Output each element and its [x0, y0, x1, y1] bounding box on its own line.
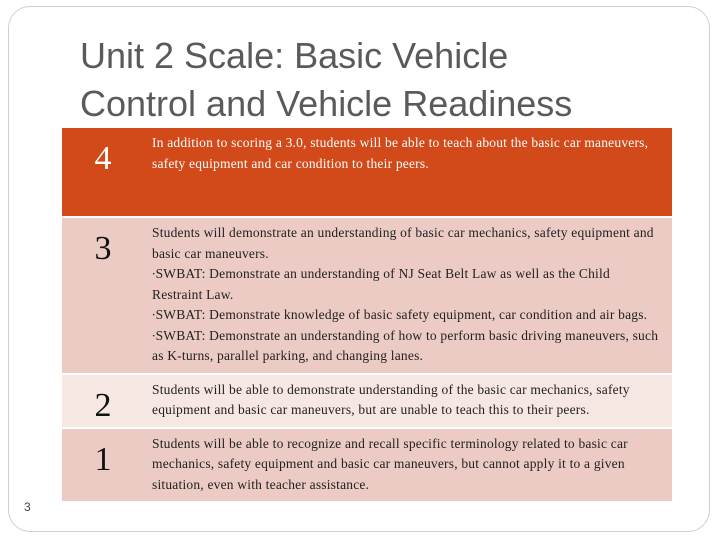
title-line-1: Unit 2 Scale: Basic Vehicle: [80, 35, 509, 76]
scale-text: In addition to scoring a 3.0, students will be able to teach about the basic car maneuvers, safety equipment and car condition to their peers.: [152, 135, 649, 171]
scale-description: [144, 217, 672, 374]
scale-level: 2: [62, 374, 144, 428]
scale-text: Students will be able to recognize and recall specific terminology related to basic car mechanics, safety equipment and basic car maneuvers, but cannot apply it to a given situation, even with teacher assistance.: [152, 435, 628, 492]
scale-bullet: ∙SWBAT: Demonstrate an understanding of how to perform basic driving maneuvers, such as K-turns, parallel parking, and changing lanes.: [152, 327, 659, 363]
scale-level: 1: [62, 428, 144, 503]
scale-bullet: ∙SWBAT: Demonstrate knowledge of basic safety equipment, car condition and air bags.: [152, 307, 648, 322]
scale-bullet: ∙SWBAT: Demonstrate an understanding of NJ Seat Belt Law as well as the Child Restraint Law.: [152, 266, 610, 302]
scale-row-1: [62, 428, 672, 503]
page-number: 3: [24, 500, 31, 514]
scale-text: Students will be able to demonstrate understanding of the basic car mechanics, safety equipment and basic car maneuvers, but are unable to teach this to their peers.: [152, 381, 630, 417]
scale-row-4: [62, 128, 672, 217]
scale-text: Students will demonstrate an understanding of basic car mechanics, safety equipment and basic car maneuvers.: [152, 225, 654, 261]
scale-description: [144, 374, 672, 428]
scale-description: [144, 128, 672, 217]
scale-level: 4: [62, 128, 144, 217]
scale-table: [62, 128, 672, 503]
slide-title: [80, 32, 680, 128]
title-line-2: Control and Vehicle Readiness: [80, 83, 573, 124]
scale-level: 3: [62, 217, 144, 374]
scale-description: [144, 428, 672, 503]
scale-row-2: [62, 374, 672, 428]
scale-row-3: [62, 217, 672, 374]
